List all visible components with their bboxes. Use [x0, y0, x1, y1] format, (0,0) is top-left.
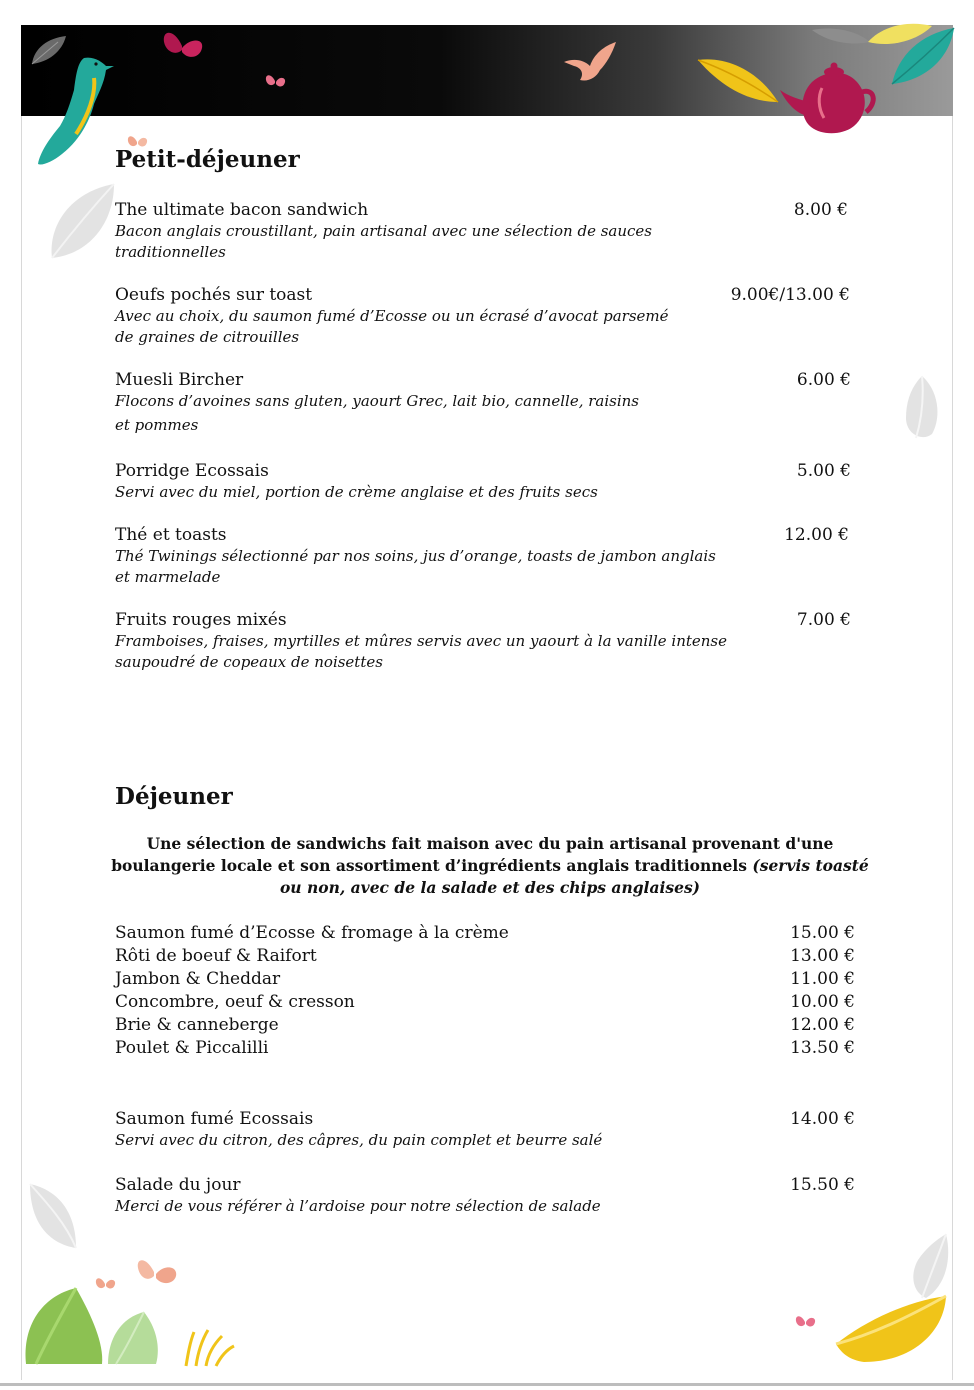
- menu-item-price: 7.00 €: [796, 610, 851, 630]
- leaf-icon: [48, 182, 118, 262]
- menu-item-name: Porridge Ecossais: [115, 461, 269, 481]
- menu-item-description: Merci de vous référer à l’ardoise pour notre sélection de salade: [115, 1197, 601, 1215]
- menu-item-name: The ultimate bacon sandwich: [115, 200, 369, 220]
- breakfast-menu-item: [115, 369, 855, 436]
- sandwich-price: 11.00 €: [790, 969, 855, 989]
- menu-item-description: saupoudré de copeaux de noisettes: [115, 653, 383, 671]
- menu-item-price: 14.00 €: [790, 1109, 855, 1129]
- breakfast-menu-item: [115, 524, 855, 588]
- sandwich-price: 13.50 €: [790, 1038, 855, 1058]
- menu-item-description: Servi avec du citron, des câpres, du pain complet et beurre salé: [115, 1131, 603, 1149]
- leaf-icon: [810, 26, 872, 48]
- leaf-icon: [890, 26, 956, 88]
- sandwich-row: [115, 968, 855, 991]
- lunch-menu-item: [115, 1174, 855, 1217]
- sandwich-name: Jambon & Cheddar: [115, 969, 281, 989]
- menu-item-description: Flocons d’avoines sans gluten, yaourt Grec, lait bio, cannelle, raisins: [115, 392, 639, 410]
- leaf-icon: [908, 1232, 950, 1300]
- menu-item-description: Framboises, fraises, myrtilles et mûres servis avec un yaourt à la vanille intense: [115, 632, 727, 650]
- bird-icon: [36, 54, 116, 168]
- breakfast-menu-item: [115, 609, 855, 673]
- butterfly-icon: [265, 72, 287, 90]
- leaf-icon: [834, 1294, 948, 1366]
- teapot-icon: [778, 62, 880, 138]
- sandwich-name: Rôti de boeuf & Raifort: [115, 946, 317, 966]
- leaf-icon: [104, 1310, 160, 1366]
- menu-item-price: 15.50 €: [790, 1175, 855, 1195]
- menu-item-description: traditionnelles: [115, 243, 226, 261]
- sandwich-row: [115, 945, 855, 968]
- page-edge-right: [952, 25, 953, 1380]
- menu-item-name: Fruits rouges mixés: [115, 610, 287, 630]
- butterfly-icon: [134, 1252, 180, 1292]
- flower-icon: [180, 1328, 236, 1368]
- sandwich-row: [115, 991, 855, 1014]
- leaf-icon: [22, 1286, 106, 1366]
- sandwich-price: 15.00 €: [790, 923, 855, 943]
- menu-item-description: Avec au choix, du saumon fumé d’Ecosse ou un écrasé d’avocat parsemé: [115, 307, 669, 325]
- leaf-icon: [902, 374, 942, 440]
- menu-item-name: Saumon fumé Ecossais: [115, 1109, 314, 1129]
- page-edge-bottom: [0, 1383, 974, 1386]
- menu-item-price: 5.00 €: [796, 461, 851, 481]
- menu-item-name: Muesli Bircher: [115, 370, 244, 390]
- menu-item-name: Salade du jour: [115, 1175, 241, 1195]
- lunch-intro: [110, 833, 870, 899]
- sandwich-row: [115, 1014, 855, 1037]
- menu-item-description: Servi avec du miel, portion de crème anglaise et des fruits secs: [115, 483, 598, 501]
- sandwich-list: [115, 922, 855, 1060]
- menu-item-name: Oeufs pochés sur toast: [115, 285, 313, 305]
- sandwich-name: Concombre, oeuf & cresson: [115, 992, 355, 1012]
- menu-item-description: de graines de citrouilles: [115, 328, 300, 346]
- breakfast-menu-item: [115, 199, 855, 263]
- sandwich-name: Poulet & Piccalilli: [115, 1038, 269, 1058]
- menu-item-description: et pommes: [115, 416, 199, 434]
- bird-icon: [562, 40, 618, 84]
- leaf-icon: [696, 56, 780, 106]
- breakfast-menu-item: [115, 460, 855, 503]
- lunch-intro-text: Une sélection de sandwichs fait maison avec du pain artisanal provenant d'une boulangerie locale et son assortiment d’ingrédients anglais traditionnels: [111, 834, 834, 875]
- lunch-intro-note: (servis toasté ou non, avec de la salade et des chips anglaises): [279, 856, 869, 897]
- sandwich-price: 13.00 €: [790, 946, 855, 966]
- page-edge-left: [21, 25, 22, 1380]
- menu-item-price: 9.00€/13.00 €: [730, 285, 850, 305]
- menu-item-description: Bacon anglais croustillant, pain artisanal avec une sélection de sauces: [115, 222, 652, 240]
- sandwich-name: Saumon fumé d’Ecosse & fromage à la crème: [115, 923, 509, 943]
- breakfast-section-title: Petit-déjeuner: [115, 146, 300, 173]
- menu-item-description: Thé Twinings sélectionné par nos soins, jus d’orange, toasts de jambon anglais: [115, 547, 716, 565]
- lunch-section-title: Déjeuner: [115, 783, 233, 810]
- butterfly-icon: [160, 26, 206, 66]
- lunch-menu-item: [115, 1108, 855, 1151]
- sandwich-price: 12.00 €: [790, 1015, 855, 1035]
- menu-item-price: 8.00 €: [793, 200, 848, 220]
- butterfly-icon: [794, 1312, 818, 1332]
- sandwich-name: Brie & canneberge: [115, 1015, 279, 1035]
- sandwich-row: [115, 1037, 855, 1060]
- breakfast-menu-item: [115, 284, 855, 348]
- menu-item-description: et marmelade: [115, 568, 221, 586]
- sandwich-row: [115, 922, 855, 945]
- sandwich-price: 10.00 €: [790, 992, 855, 1012]
- menu-item-price: 12.00 €: [784, 525, 849, 545]
- menu-item-name: Thé et toasts: [115, 525, 227, 545]
- menu-item-price: 6.00 €: [796, 370, 851, 390]
- leaf-icon: [26, 1182, 78, 1252]
